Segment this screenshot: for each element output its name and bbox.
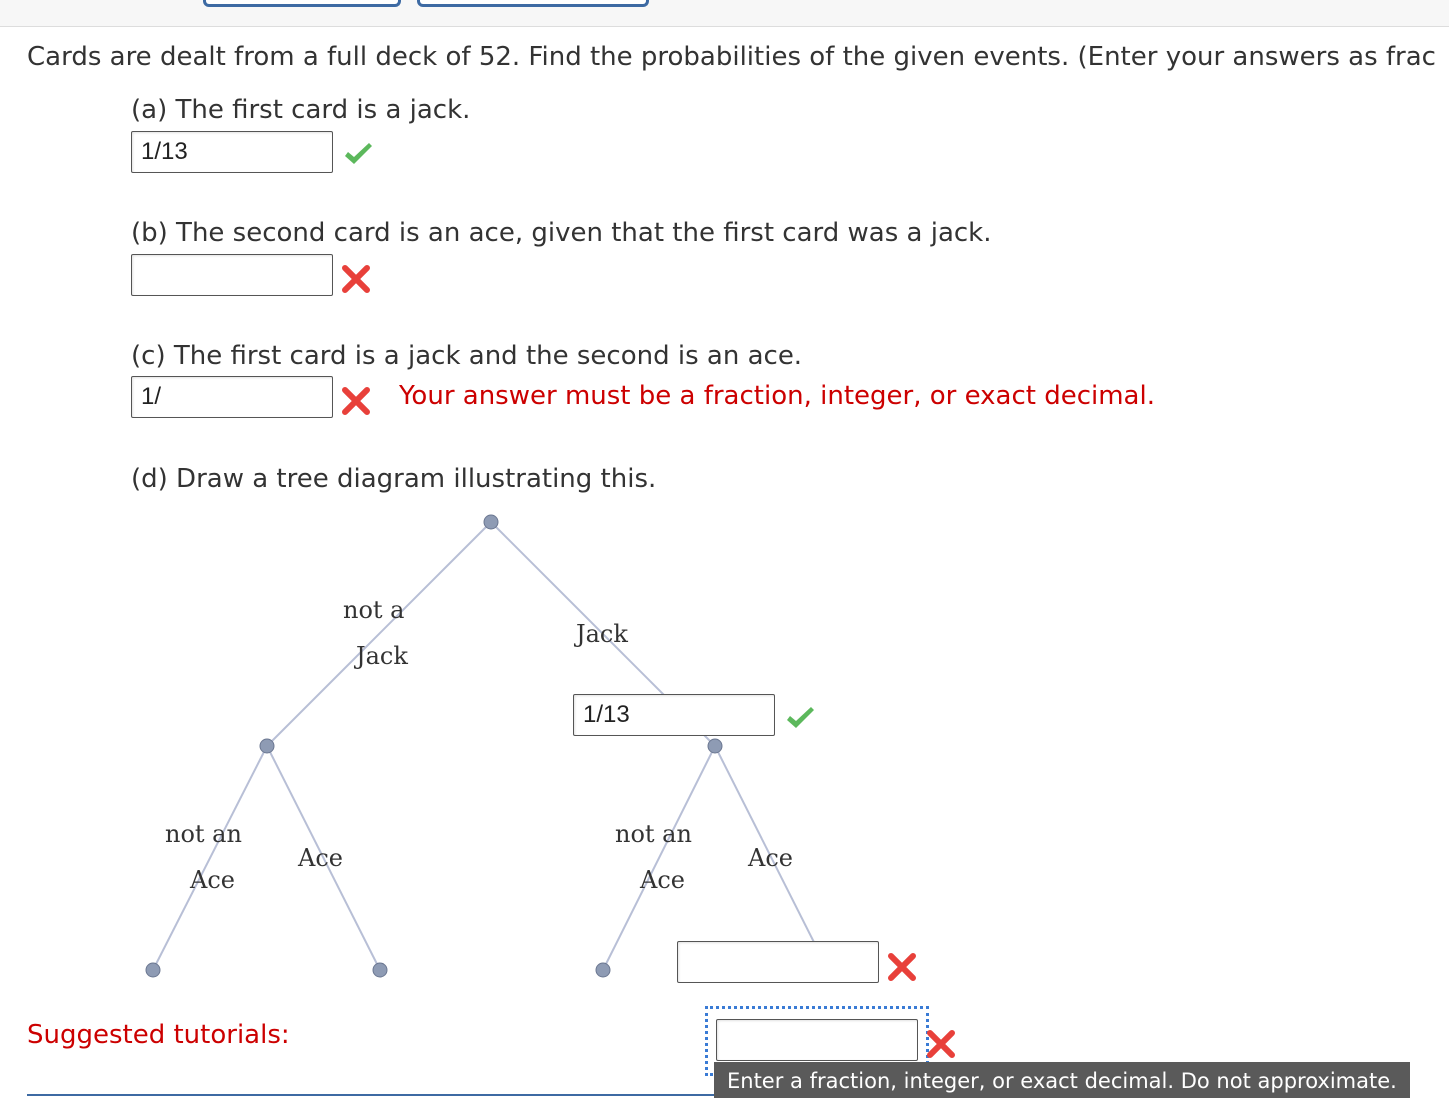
question-c-text: (c) The first card is a jack and the second is an ace. bbox=[131, 341, 803, 371]
tree-label-left-ace: Ace bbox=[298, 844, 343, 872]
tree-label-left-not-ace-line2: Ace bbox=[190, 866, 235, 894]
tree-label-left-not-ace-line1: not an bbox=[165, 820, 242, 848]
question-b-text: (b) The second card is an ace, given that the first card was a jack. bbox=[131, 218, 992, 248]
validation-error-message: Your answer must be a fraction, integer, or exact decimal. bbox=[399, 381, 1155, 411]
question-prompt: Cards are dealt from a full deck of 52. Find the probabilities of the given events. (Enter your answers as frac bbox=[27, 42, 1436, 72]
tree-label-right-ace: Ace bbox=[748, 844, 793, 872]
tree-label-jack: Jack bbox=[576, 620, 628, 648]
branch-right-not-ace bbox=[603, 746, 715, 970]
tree-node-root bbox=[484, 515, 498, 529]
check-icon bbox=[784, 702, 816, 734]
tree-product-input[interactable] bbox=[716, 1019, 918, 1061]
tree-node-jack bbox=[708, 739, 722, 753]
tree-node-not-jack bbox=[260, 739, 274, 753]
input-hint-tooltip: Enter a fraction, integer, or exact decimal. Do not approximate. bbox=[714, 1062, 1410, 1098]
bottom-divider bbox=[27, 1094, 717, 1096]
tree-label-right-not-ace-line1: not an bbox=[615, 820, 692, 848]
branch-not-jack bbox=[267, 522, 491, 746]
question-a-text: (a) The first card is a jack. bbox=[131, 95, 471, 125]
tree-leaf-3 bbox=[596, 963, 610, 977]
tree-jack-branch-input[interactable]: 1/13 bbox=[573, 694, 775, 736]
tree-leaf-1 bbox=[146, 963, 160, 977]
answer-c-input[interactable]: 1/ bbox=[131, 376, 333, 418]
branch-left-not-ace bbox=[153, 746, 267, 970]
cross-icon bbox=[886, 951, 918, 983]
answer-a-input[interactable]: 1/13 bbox=[131, 131, 333, 173]
tree-label-not-jack-line2: Jack bbox=[356, 642, 408, 670]
tree-label-right-not-ace-line2: Ace bbox=[640, 866, 685, 894]
tree-leaf-2 bbox=[373, 963, 387, 977]
tree-ace-branch-input[interactable] bbox=[677, 941, 879, 983]
suggested-tutorials-heading: Suggested tutorials: bbox=[27, 1020, 290, 1050]
question-d-text: (d) Draw a tree diagram illustrating this. bbox=[131, 464, 657, 494]
tree-label-not-jack-line1: not a bbox=[343, 596, 405, 624]
cross-icon bbox=[925, 1028, 957, 1060]
